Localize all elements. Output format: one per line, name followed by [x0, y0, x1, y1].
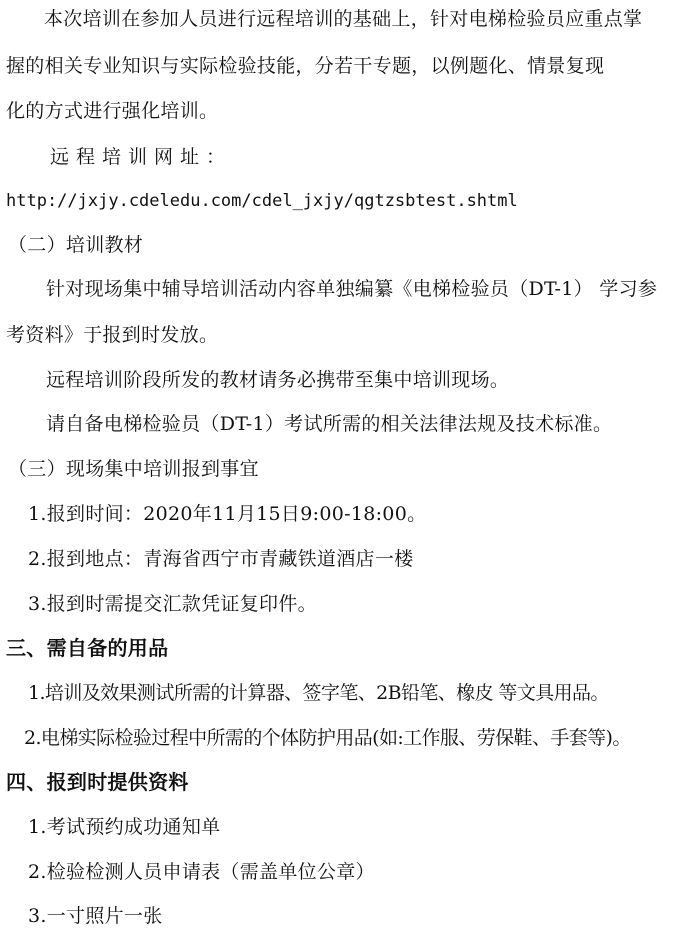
supplies-heading: 三、需自备的用品	[6, 636, 169, 660]
registration-heading: （三）现场集中培训报到事宜	[8, 458, 259, 480]
materials-paragraph-3: 请自备电梯检验员（DT-1）考试所需的相关法律法规及技术标准。	[46, 413, 613, 435]
remote-url: http://jxjy.cdeledu.com/cdel_jxjy/qgtzsbtest.shtml	[6, 191, 518, 211]
documents-item-application: 2.检验检测人员申请表（需盖单位公章）	[28, 861, 375, 883]
supplies-item-stationery: 1.培训及效果测试所需的计算器、签字笔、2B铅笔、橡皮 等文具用品。	[28, 682, 609, 704]
materials-heading: （二）培训教材	[8, 234, 144, 256]
supplies-item-protective-gear: 2.电梯实际检验过程中所需的个体防护用品(如:工作服、劳保鞋、手套等)。	[24, 727, 631, 749]
intro-line-1: 本次培训在参加人员进行远程培训的基础上，针对电梯检验员应重点掌	[44, 8, 643, 30]
materials-paragraph-2: 远程培训阶段所发的教材请务必携带至集中培训现场。	[46, 369, 510, 391]
remote-url-label: 远程培训网址：	[50, 146, 233, 168]
intro-line-3: 化的方式进行强化培训。	[6, 100, 219, 122]
registration-item-receipt: 3.报到时需提交汇款凭证复印件。	[28, 593, 317, 615]
documents-heading: 四、报到时提供资料	[6, 770, 189, 794]
registration-item-time: 1.报到时间：2020年11月15日9:00-18:00。	[28, 503, 427, 525]
documents-item-notice: 1.考试预约成功通知单	[28, 816, 221, 838]
registration-item-location: 2.报到地点：青海省西宁市青藏铁道酒店一楼	[28, 548, 414, 570]
materials-paragraph-1-line-1: 针对现场集中辅导培训活动内容单独编纂《电梯检验员（DT-1） 学习参	[46, 278, 658, 300]
intro-line-2: 握的相关专业知识与实际检验技能，分若干专题，以例题化、情景复现	[6, 55, 605, 77]
materials-paragraph-1-line-2: 考资料》于报到时发放。	[6, 324, 219, 346]
documents-item-photo: 3.一寸照片一张	[28, 905, 163, 927]
